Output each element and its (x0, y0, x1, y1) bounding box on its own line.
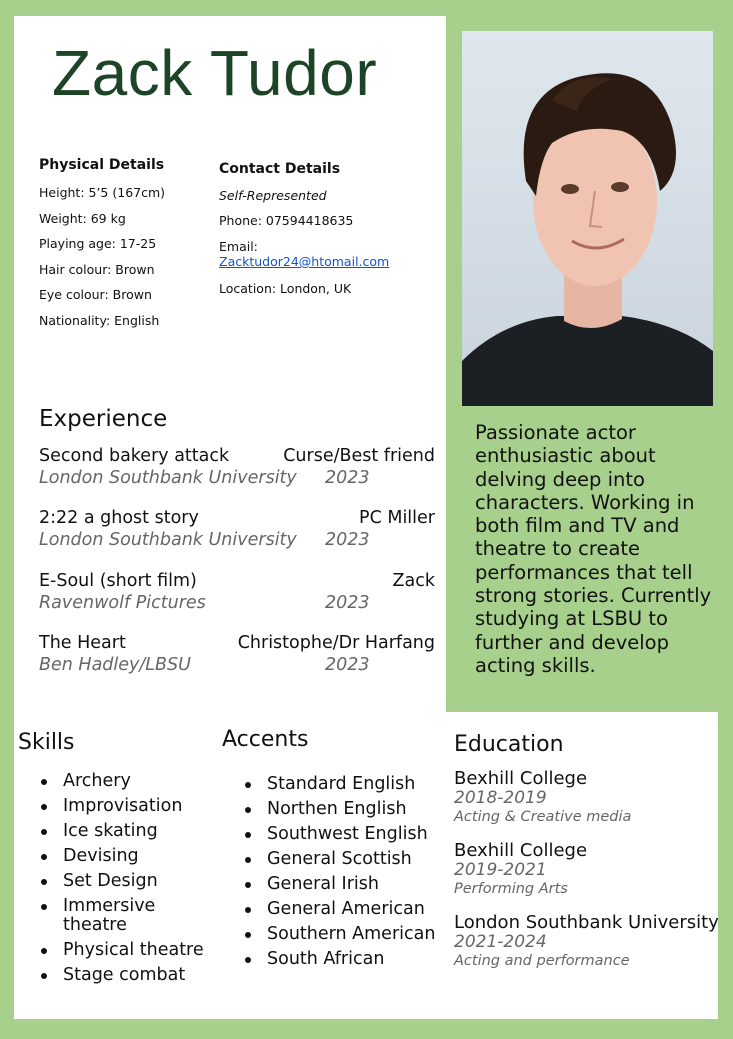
accents-heading: Accents (222, 727, 309, 752)
email-label: Email: (219, 239, 258, 254)
production-company: Ben Hadley/LBSU (39, 655, 191, 675)
production-company: London Southbank University (39, 530, 297, 550)
accents-list (243, 775, 453, 975)
list-item: Standard English (243, 775, 453, 794)
contact-details (219, 188, 389, 296)
experience-item (39, 446, 435, 490)
production-role: Curse/Best friend (283, 446, 435, 466)
school-years: 2021-2024 (454, 932, 547, 952)
production-year: 2023 (325, 593, 370, 613)
list-item: Archery (39, 772, 209, 791)
location: Location: London, UK (219, 281, 352, 296)
list-item: Physical theatre (39, 941, 209, 960)
school-name: London Southbank University (454, 912, 719, 933)
list-item: Southern American (243, 925, 453, 944)
detail-nationality: Nationality: English (39, 312, 160, 328)
school-name: Bexhill College (454, 768, 588, 789)
list-item: General Irish (243, 875, 453, 894)
course-name: Acting & Creative media (454, 809, 632, 825)
list-item: Immersive theatre (39, 897, 209, 935)
production-title: 2:22 a ghost story (39, 508, 199, 528)
list-item: General American (243, 900, 453, 919)
course-name: Performing Arts (454, 881, 568, 897)
detail-eye-colour: Eye colour: Brown (39, 287, 152, 302)
detail-weight: Weight: 69 kg (39, 210, 126, 226)
email-link[interactable]: Zacktudor24@htomail.com (219, 254, 390, 269)
list-item: Ice skating (39, 822, 209, 841)
list-item: Stage combat (39, 966, 209, 985)
production-role: Zack (392, 571, 435, 591)
list-item: General Scottish (243, 850, 453, 869)
list-item: Northen English (243, 800, 453, 819)
skills-list (39, 772, 209, 991)
production-title: The Heart (39, 633, 126, 653)
course-name: Acting and performance (454, 953, 630, 969)
representation: Self-Represented (219, 188, 327, 203)
school-years: 2019-2021 (454, 860, 547, 880)
production-title: E-Soul (short film) (39, 571, 197, 591)
production-company: Ravenwolf Pictures (39, 593, 206, 613)
experience-heading: Experience (39, 406, 168, 432)
detail-hair-colour: Hair colour: Brown (39, 261, 155, 277)
list-item: South African (243, 950, 453, 969)
production-company: London Southbank University (39, 468, 297, 488)
contact-details-heading: Contact Details (219, 161, 341, 177)
list-item: Southwest English (243, 825, 453, 844)
education-item (454, 769, 716, 826)
experience-item (39, 633, 435, 677)
list-item: Improvisation (39, 797, 209, 816)
education-heading: Education (454, 732, 564, 757)
production-year: 2023 (325, 655, 370, 675)
production-title: Second bakery attack (39, 446, 230, 466)
school-name: Bexhill College (454, 840, 588, 861)
physical-details-heading: Physical Details (39, 157, 165, 173)
physical-details-list (39, 180, 165, 333)
production-year: 2023 (325, 530, 370, 550)
education-item (454, 912, 719, 970)
experience-item (39, 508, 435, 552)
detail-playing-age: Playing age: 17-25 (39, 236, 157, 251)
actor-name: Zack Tudor (52, 37, 378, 109)
experience-item (39, 571, 435, 615)
production-role: PC Miller (359, 508, 435, 528)
education-item (454, 841, 716, 898)
skills-heading: Skills (18, 730, 75, 755)
list-item: Devising (39, 847, 209, 866)
headshot-photo (462, 31, 713, 406)
detail-height: Height: 5’5 (167cm) (39, 185, 166, 200)
phone: Phone: 07594418635 (219, 213, 354, 228)
production-role: Christophe/Dr Harfang (237, 633, 435, 653)
school-years: 2018-2019 (454, 788, 547, 808)
bio-text: Passionate actor enthusiastic about delving deep into characters. Working in both film and TV and theatre to create performances that tell strong stories. Currently studying at LSBU to further and develop acting skills. (475, 421, 712, 677)
production-year: 2023 (325, 468, 370, 488)
list-item: Set Design (39, 872, 209, 891)
